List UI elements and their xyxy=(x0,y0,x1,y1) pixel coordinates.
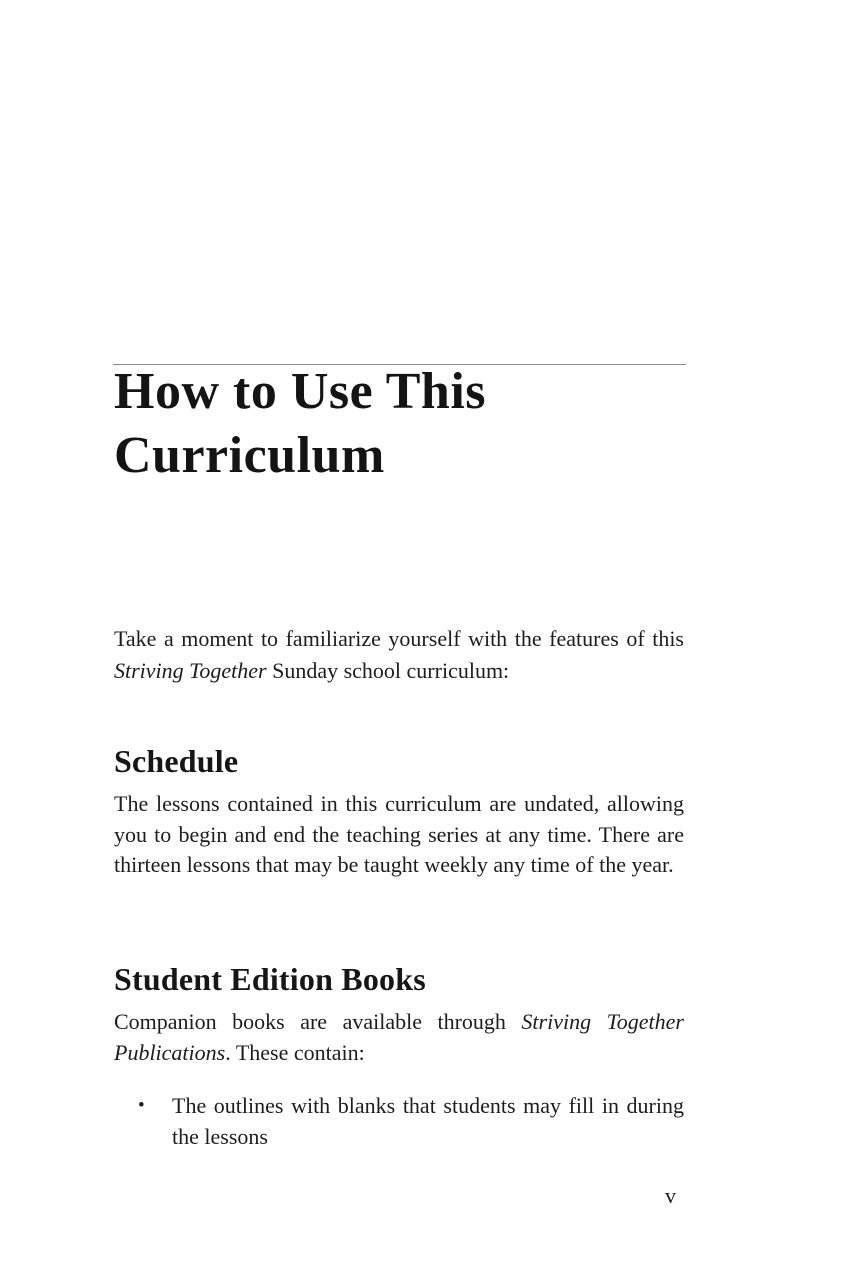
section-student-body xyxy=(114,1007,684,1068)
student-bullet-list xyxy=(114,1090,684,1152)
intro-paragraph xyxy=(114,623,684,686)
section-schedule xyxy=(114,742,684,881)
section-schedule-heading: Schedule xyxy=(114,743,239,779)
chapter-title-line-1: How to Use This xyxy=(114,363,487,420)
section-student-heading: Student Edition Books xyxy=(114,961,426,997)
student-body-text-2: . These contain: xyxy=(225,1039,365,1065)
bullet-text: The outlines with blanks that students may fill in during the lessons xyxy=(172,1093,684,1149)
intro-text-1: Take a moment to familiarize yourself with the features of this xyxy=(114,626,684,651)
page-number: v xyxy=(665,1183,676,1208)
section-student-edition-books xyxy=(114,960,684,1152)
student-body-italic-publisher: Striving Together Publications xyxy=(114,1009,684,1065)
intro-text-2: Sunday school curriculum: xyxy=(266,657,510,683)
bullet-icon: • xyxy=(138,1095,145,1116)
chapter-title-line-2: Curriculum xyxy=(114,427,385,484)
list-item xyxy=(114,1090,684,1152)
section-schedule-body: The lessons contained in this curriculum are undated, allowing you to begin and end the teaching series at any time. There are thirteen lessons that may be taught weekly any time of the year. xyxy=(114,791,684,877)
chapter-title xyxy=(114,360,714,488)
student-body-text-1: Companion books are available through xyxy=(114,1009,522,1034)
intro-italic-series-name: Striving Together xyxy=(114,657,267,683)
